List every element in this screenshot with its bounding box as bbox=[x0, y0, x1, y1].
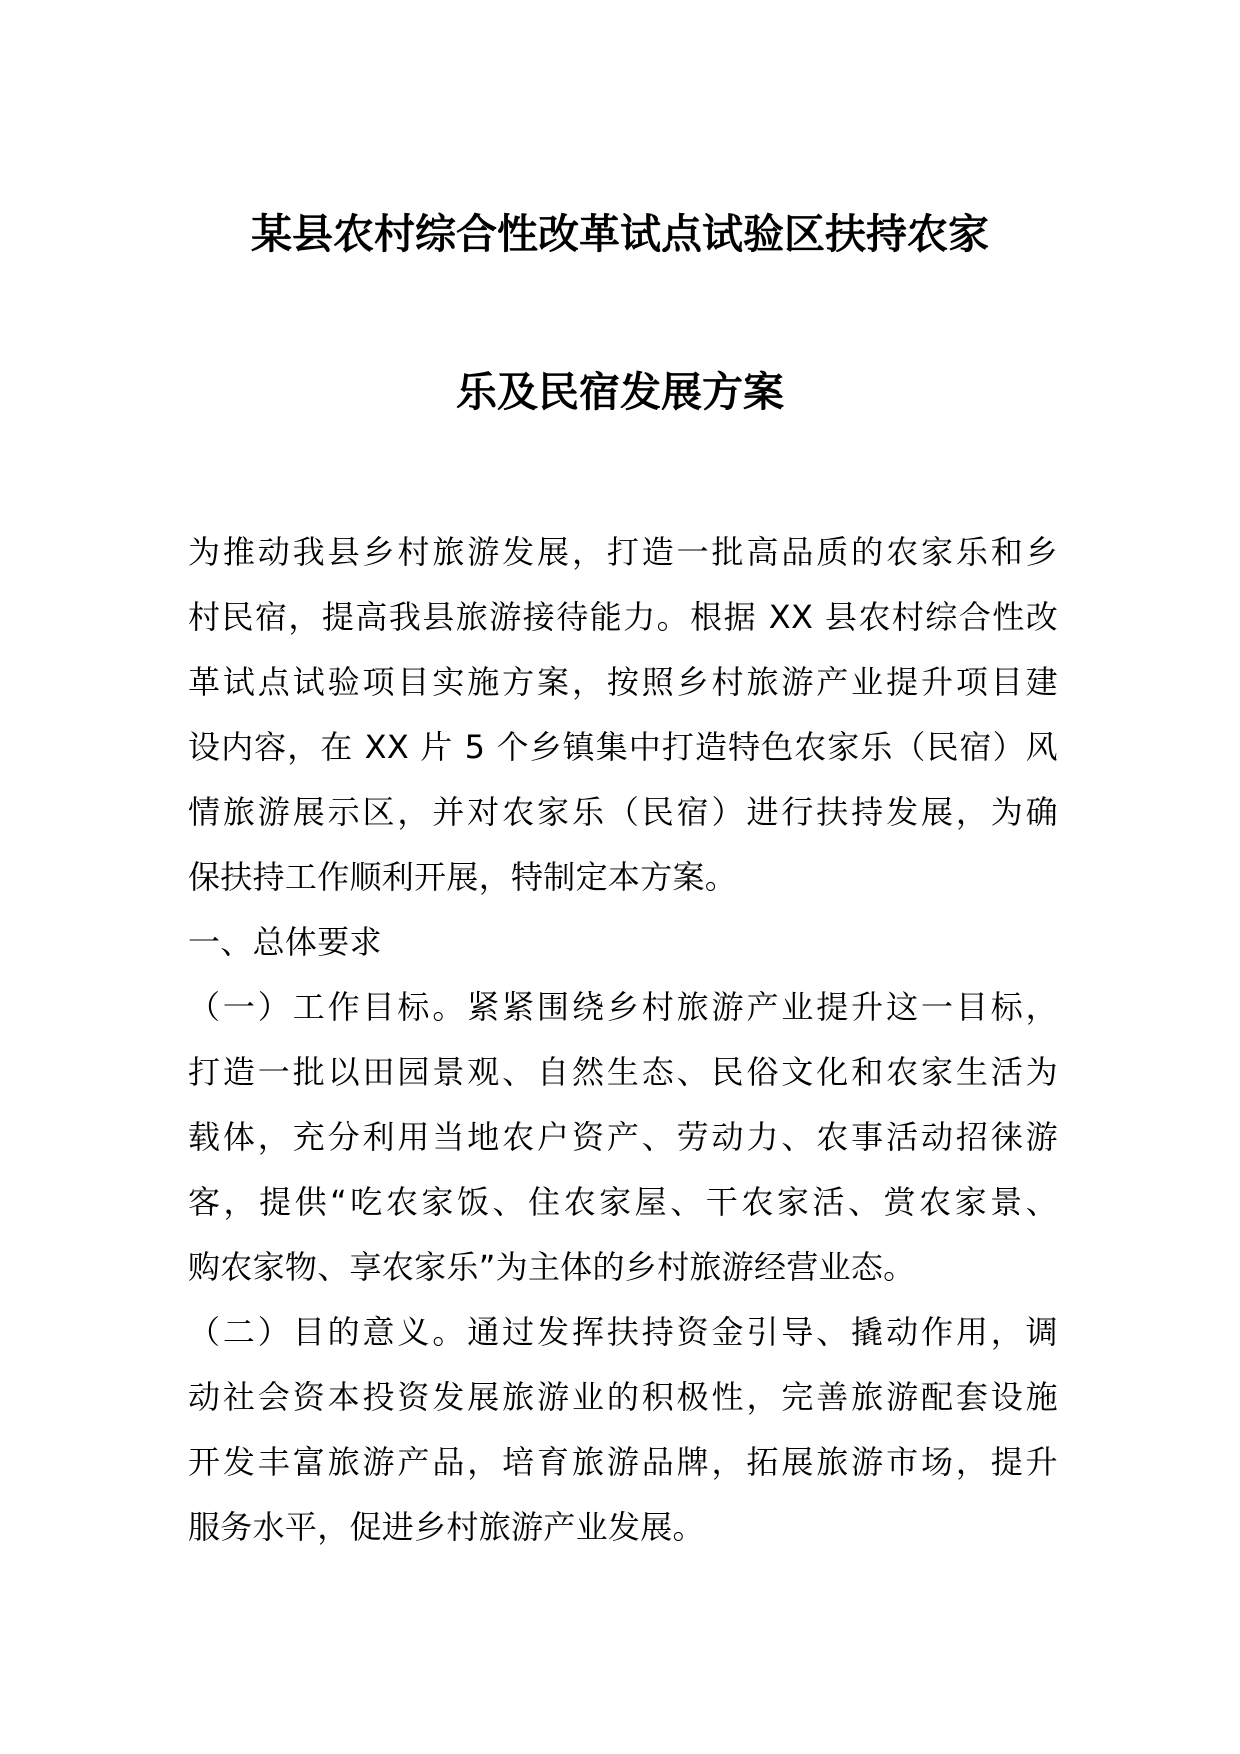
paragraph-purpose-line: （二）目的意义。通过发挥扶持资金引导、撬动作用，调 bbox=[188, 1313, 1058, 1351]
paragraph-work-goal-line: 载体，充分利用当地农户资产、劳动力、农事活动招徕游 bbox=[188, 1118, 1058, 1156]
paragraph-purpose-line: 服务水平，促进乡村旅游产业发展。 bbox=[188, 1508, 705, 1546]
document-body bbox=[188, 520, 1058, 1560]
intro-line: 村民宿，提高我县旅游接待能力。根据 XX 县农村综合性改 bbox=[188, 598, 1058, 636]
intro-line: 保扶持工作顺利开展，特制定本方案。 bbox=[188, 858, 738, 896]
section-heading: 一、总体要求 bbox=[188, 923, 382, 961]
document-title-line-2: 乐及民宿发展方案 bbox=[456, 368, 784, 416]
paragraph-work-goal-line: （一）工作目标。紧紧围绕乡村旅游产业提升这一目标， bbox=[188, 988, 1058, 1026]
intro-line: 为推动我县乡村旅游发展，打造一批高品质的农家乐和乡 bbox=[188, 533, 1058, 571]
paragraph-purpose-line: 开发丰富旅游产品，培育旅游品牌，拓展旅游市场，提升 bbox=[188, 1443, 1058, 1481]
intro-line: 情旅游展示区，并对农家乐（民宿）进行扶持发展，为确 bbox=[188, 793, 1058, 831]
paragraph-work-goal-line: 打造一批以田园景观、自然生态、民俗文化和农家生活为 bbox=[188, 1053, 1058, 1091]
paragraph-work-goal-line: 购农家物、享农家乐”为主体的乡村旅游经营业态。 bbox=[188, 1248, 916, 1286]
paragraph-work-goal-line: 客，提供“吃农家饭、住农家屋、干农家活、赏农家景、 bbox=[188, 1183, 1058, 1221]
document-title-line-1: 某县农村综合性改革试点试验区扶持农家 bbox=[251, 210, 989, 258]
paragraph-purpose-line: 动社会资本投资发展旅游业的积极性，完善旅游配套设施 bbox=[188, 1378, 1058, 1416]
intro-line: 革试点试验项目实施方案，按照乡村旅游产业提升项目建 bbox=[188, 663, 1058, 701]
intro-line: 设内容，在 XX 片 5 个乡镇集中打造特色农家乐（民宿）风 bbox=[188, 728, 1058, 766]
